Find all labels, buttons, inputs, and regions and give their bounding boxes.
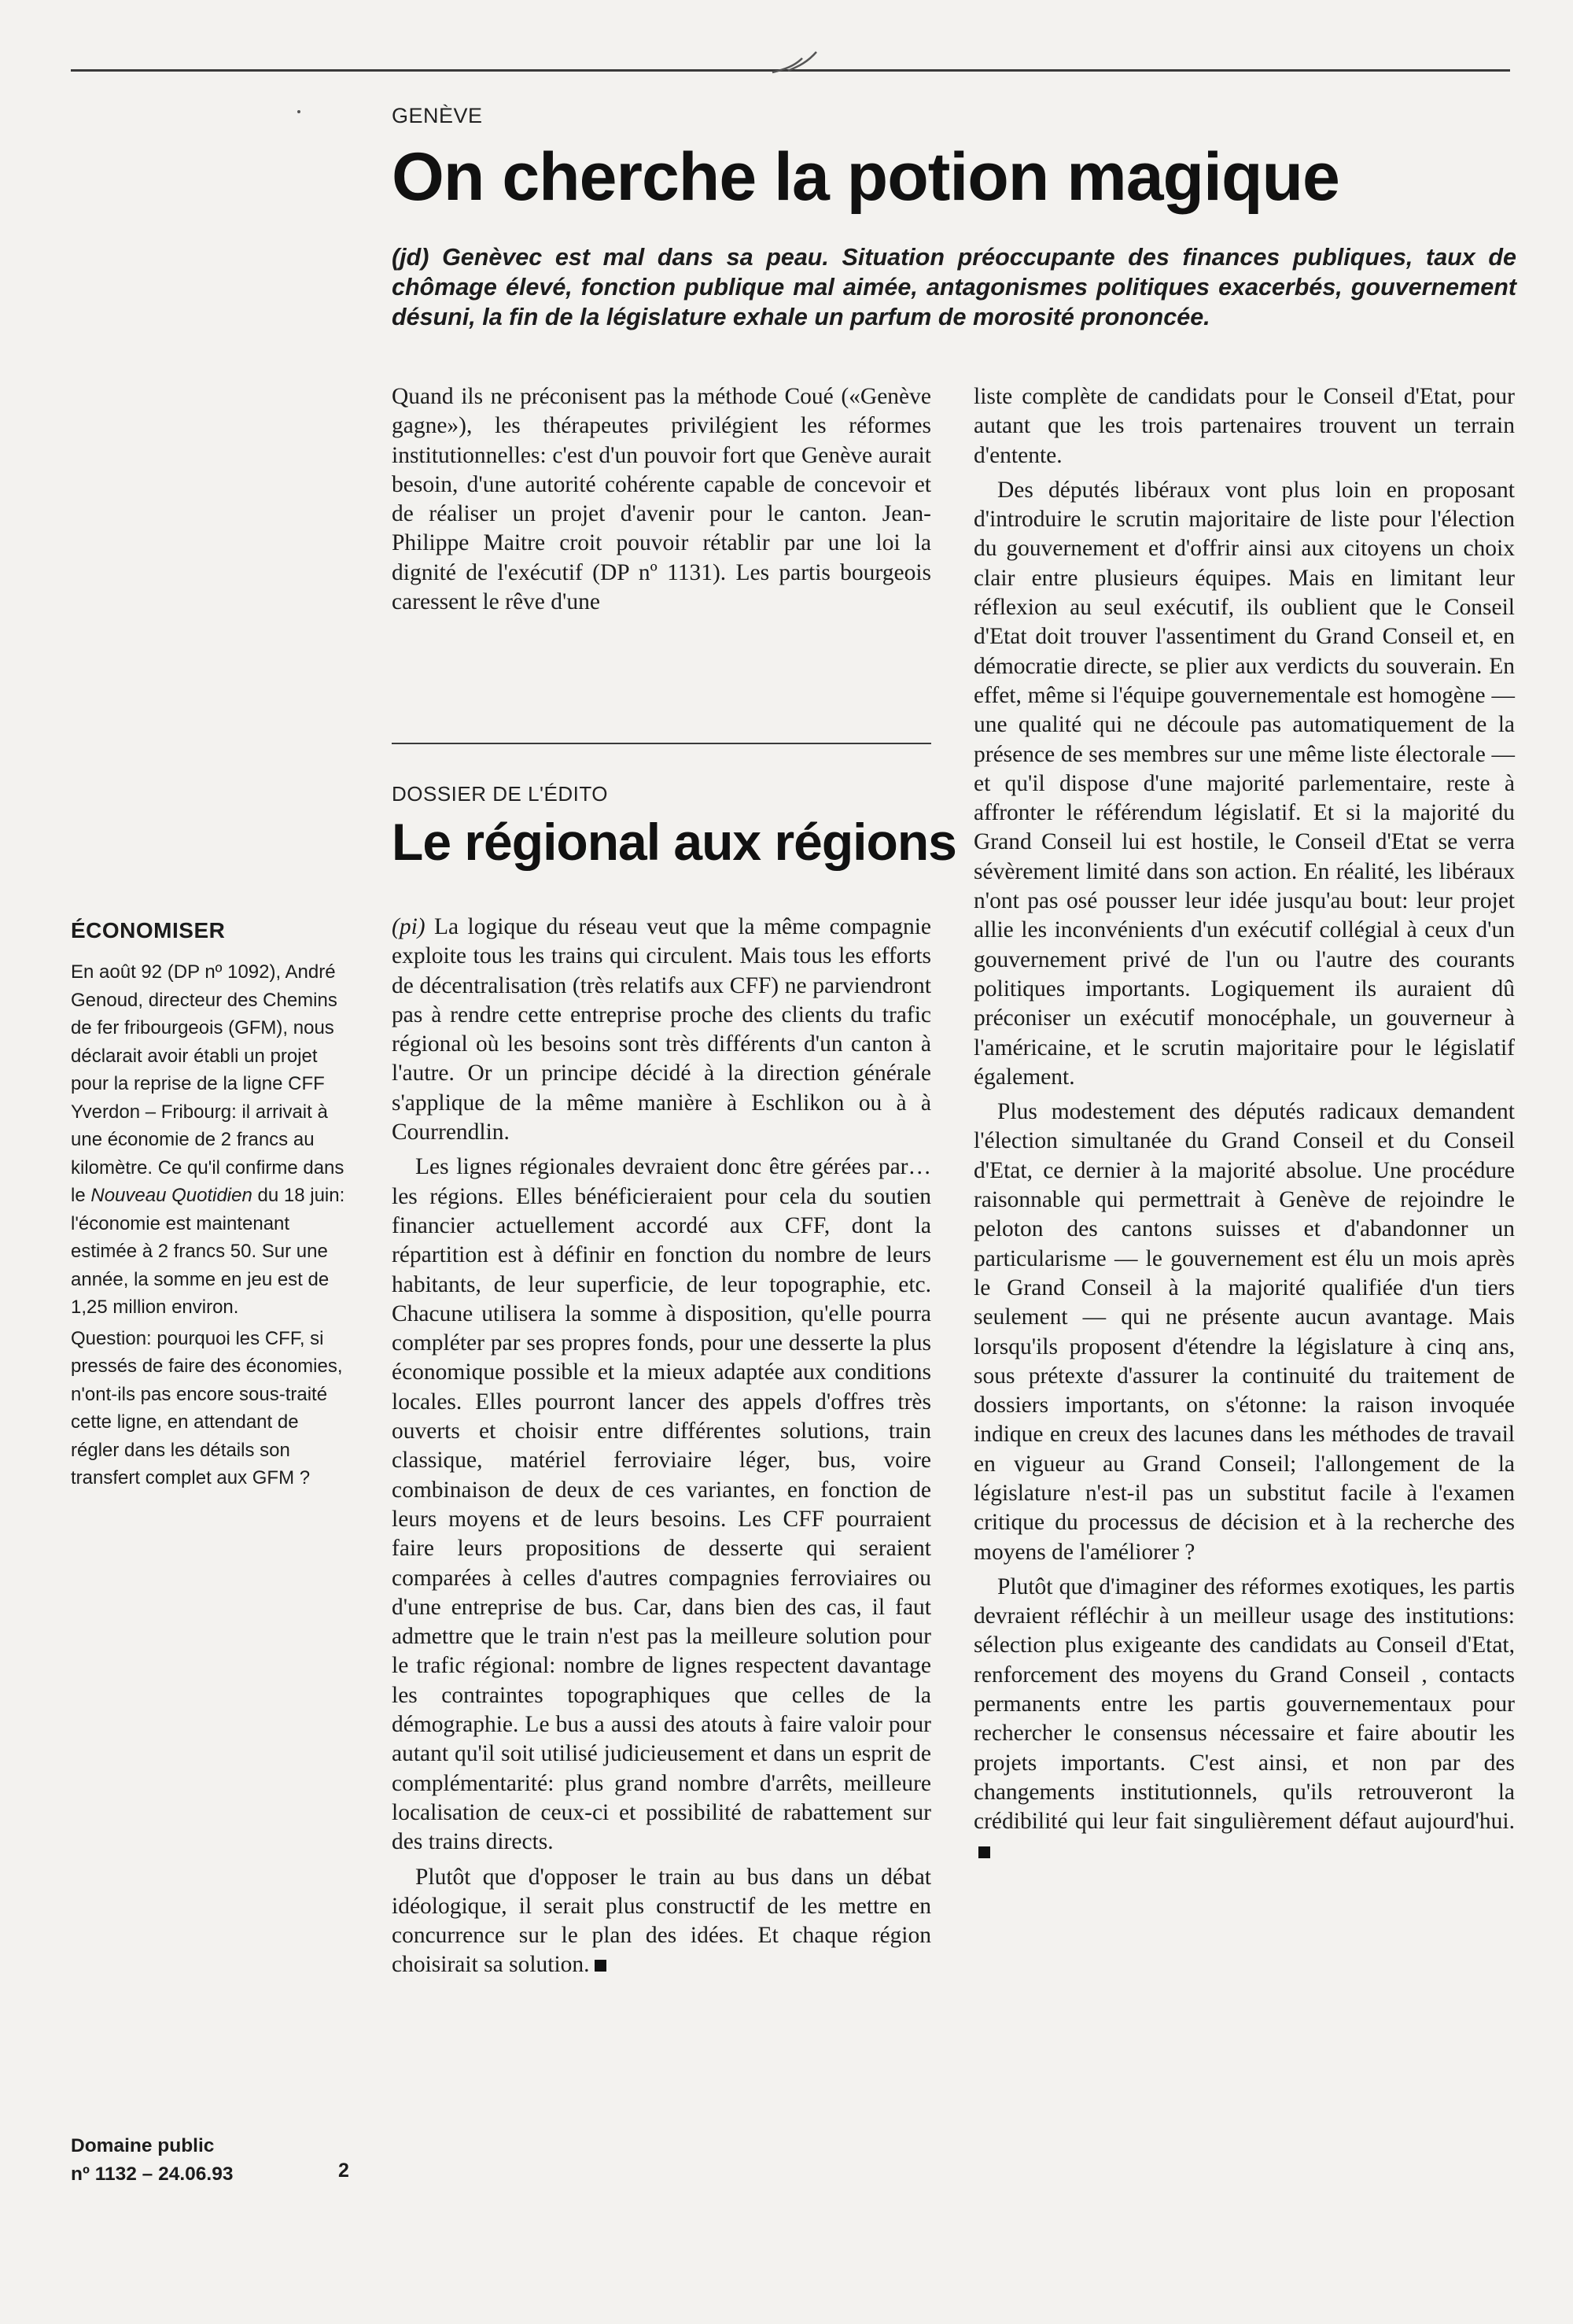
footer-publication: Domaine public	[71, 2135, 215, 2156]
article1-col2-paragraph-4	[974, 1573, 1515, 1866]
footer	[71, 2132, 233, 2188]
end-mark-icon	[978, 1846, 990, 1858]
sidebar-text	[71, 958, 346, 1492]
sidebar-p1-part-b: du 18 juin: l'économie est maintenant estimée à 2 francs 50. Sur une année, la somme en jeu est de 1,25 million environ.	[71, 1185, 345, 1318]
sidebar-paragraph-1	[71, 958, 346, 1322]
article1-lede: (jd) Genèvec est mal dans sa peau. Situation préoccupante des finances publiques, taux de chômage élevé, fonction publique mal aimée, antagonismes politiques exacerbés, gouvernement désuni, la fin de la législature exhale un parfum de morosité prononcée.	[392, 244, 1516, 330]
speck	[297, 110, 300, 113]
article1-title: On cherche la potion magique	[392, 139, 1339, 215]
end-mark-icon	[595, 1960, 606, 1972]
article1-column-2	[974, 382, 1515, 1866]
article2-kicker: DOSSIER DE L'ÉDITO	[392, 782, 608, 806]
article1-col2-paragraph-1: liste complète de candidats pour le Conseil d'Etat, pour autant que les trois partenaires trouvent un terrain d'entente.	[974, 384, 1515, 468]
footer-issue: nº 1132 – 24.06.93	[71, 2163, 234, 2185]
sidebar-title: ÉCONOMISER	[71, 918, 226, 943]
article1-col2-paragraph-3: Plus modestement des députés radicaux demandent l'élection simultanée du Grand Conseil et du Conseil d'Etat, ce dernier à la majorité absolue. Une procédure raisonnable qui permettrait à Genève de rejoindre le peloton des cantons suisses et d'abandonner un particularisme — le gouvernement est élu un mois après le Grand Conseil à la majorité qualifiée d'un tiers seulement — qui ne présente aucun avantage. Mais lorsqu'ils proposent d'étendre la législature à cinq ans, sous prétexte d'assurer la continuité du traitement de dossiers importants, on s'étonne: la raison invoquée indique en creux des lacunes dans les méthodes de travail en vigueur au Grand Conseil; l'allongement de la législature n'est-il pas un substitut facile à l'examen critique du processus de décision et à la recherche des moyens de l'améliorer ?	[974, 1099, 1515, 1565]
article2-paragraph-3-text: Plutôt que d'opposer le train au bus dans un débat idéologique, il serait plus constructif de les mettre en concurrence sur le plan des idées. Et chaque région choisirait sa solution.	[392, 1864, 931, 1978]
sidebar-paragraph-2: Question: pourquoi les CFF, si pressés de faire des économies, n'ont-ils pas encore sous-traité cette ligne, en attendant de régler dans les détails son transfert complet aux GFM ?	[71, 1327, 343, 1488]
article2-body	[392, 913, 931, 1980]
sidebar-p1-part-a: En août 92 (DP nº 1092), André Genoud, directeur des Chemins de fer fribourgeois (GFM), nous déclarait avoir établi un projet pour la reprise de la ligne CFF Yverdon – Fribourg: il arrivait à une économie de 2 francs au kilomètre. Ce qu'il confirme dans le	[71, 961, 344, 1206]
article2-paragraph-1	[392, 913, 931, 1147]
section-rule	[392, 743, 931, 744]
article1-column-1	[392, 382, 931, 617]
scratch-mark-icon	[771, 49, 818, 80]
article2-paragraph-1-text: La logique du réseau veut que la même compagnie exploite tous les trains qui circulent. Mais tous les efforts de décentralisation (très relatifs aux CFF) ne parviendront pas à rendre cette entreprise proche des clients du trafic régional où les besoins sont très différents d'un canton à l'autre. Or un principe décidé à la direction générale s'applique de la même manière à Eschlikon ou à à Courrendlin.	[392, 914, 931, 1145]
article1-col2-paragraph-2: Des députés libéraux vont plus loin en proposant d'introduire le scrutin majoritaire de liste pour l'élection du gouvernement et d'offrir ainsi aux citoyens un choix clair entre plusieurs équipes. Mais en limitant leur réflexion au seul exécutif, ils oublient que le Conseil d'Etat doit trouver l'assentiment du Grand Conseil et, en démocratie directe, se plier aux verdicts du souverain. En effet, même si l'équipe gouvernementale est homogène — une qualité qui ne découle pas automatiquement de la présence de ses membres sur une même liste électorale — et qu'il dispose d'une majorité parlementaire, reste à affronter le référendum législatif. Et si la majorité du Grand Conseil lui est hostile, le Conseil d'Etat se verra sévèrement limité dans son action. En réalité, les libéraux n'ont pas osé pousser leur idée jusqu'au bout: leur projet allie les inconvénients d'un exécutif collégial à ceux d'un gouvernement privé de l'un ou l'autre des courants politiques importants. Logiquement ils auraient dû préconiser un exécutif monocéphale, un gouverneur à l'américaine, et le scrutin majoritaire pour le législatif également.	[974, 477, 1515, 1090]
article2-paragraph-3	[392, 1863, 931, 1980]
article2-paragraph-2: Les lignes régionales devraient donc être gérées par… les régions. Elles bénéficieraient pour cela du soutien financier actuellement accordé aux CFF, dont la répartition est à définir en fonction du nombre de leurs habitants, de leur superficie, de leur topographie, etc. Chacune utilisera la somme à disposition, qu'elle pourra compléter par ses propres fonds, pour une desserte la plus économique possible et la mieux adaptée aux conditions locales. Elles pourront lancer des appels d'offres très ouverts et choisir entre différentes solutions, train classique, matériel ferroviaire léger, bus, voire combinaison de deux de ces variantes, en fonction de leurs moyens et de leurs besoins. Les CFF pourraient faire leurs propositions de desserte qui seraient comparées à celles d'autres compagnies ferroviaires ou d'une entreprise de bus. Car, dans bien des cas, il faut admettre que le train n'est pas la meilleure solution pour le trafic régional: nombre de lignes respectent davantage les contraintes topographiques que celles de la démographie. Le bus a aussi des atouts à faire valoir pour autant qu'il soit utilisé judicieusement et dans un esprit de complémentarité: plus grand nombre d'arrêts, meilleure localisation de ceux-ci et possibilité de rabattement sur des trains directs.	[392, 1154, 931, 1855]
article1-col1-paragraph: Quand ils ne préconisent pas la méthode Coué («Genève gagne»), les thérapeutes privilégient les réformes institutionnelles: c'est d'un pouvoir fort que Genève aurait besoin, d'une autorité cohérente capable de concevoir et de réaliser un projet d'avenir pour le canton. Jean-Philippe Maitre croit pouvoir rétablir par une loi la dignité de l'exécutif (DP nº 1131). Les partis bourgeois caressent le rêve d'une	[392, 384, 931, 615]
article2-title: Le régional aux régions	[392, 813, 956, 871]
article1-kicker: GENÈVE	[392, 104, 483, 127]
sidebar-p1-newspaper: Nouveau Quotidien	[90, 1185, 252, 1206]
article1-col2-paragraph-4-text: Plutôt que d'imaginer des réformes exotiques, les partis devraient réfléchir à un meilleur usage des institutions: sélection plus exigeante des candidats au Conseil d'Etat, renforcement des moyens du Grand Conseil , contacts permanents entre les partis gouvernementaux pour rechercher le consensus nécessaire et faire aboutir les projets importants. C'est ainsi, et non par des changements institutionnels, qu'ils retrouveront la crédibilité qui leur fait singulièrement défaut aujourd'hui.	[974, 1573, 1515, 1835]
article2-author: (pi)	[392, 914, 425, 939]
page-number: 2	[338, 2160, 349, 2182]
